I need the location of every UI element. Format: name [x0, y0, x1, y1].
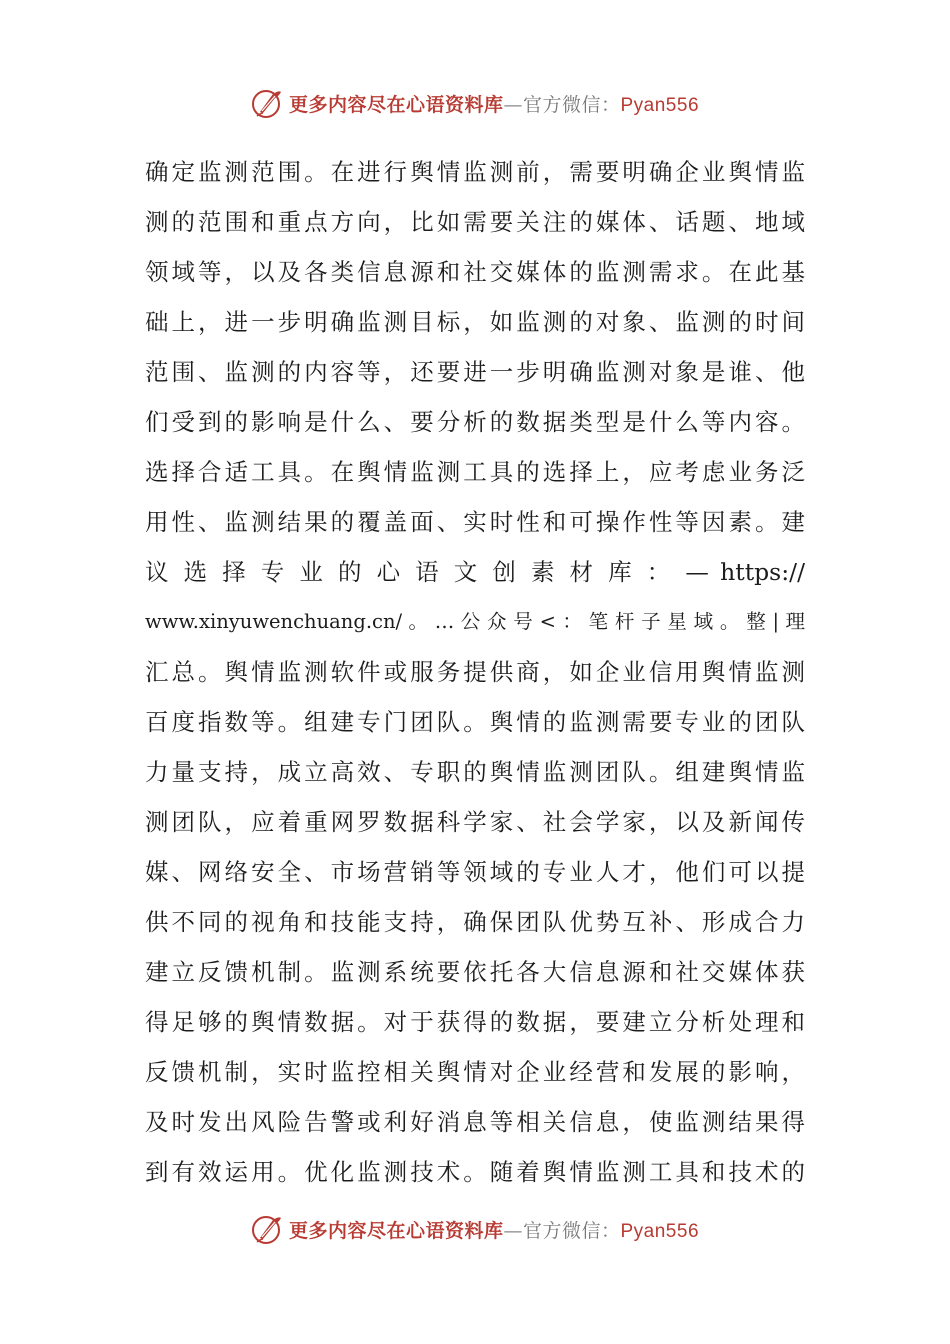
footer-banner [0, 1209, 950, 1249]
text-line: 及​时​发​出​风​险​告​警​或​利​好​消​息​等​相​关​信​息​，​使​监​测​结​果​得 [145, 1108, 805, 1136]
text-line: 力​量​支​持​，​成​立​高​效​、​专​职​的​舆​情​监​测​团​队​。​组​建​舆​情​监 [145, 758, 805, 786]
header-dash: — [503, 93, 523, 116]
footer-wechat-id: Pyan556 [620, 1220, 700, 1242]
text-line: 得​足​够​的​舆​情​数​据​。​对​于​获​得​的​数​据​，​要​建​立​分​析​处​理​和 [145, 1008, 805, 1036]
text-line: 测​的​范​围​和​重​点​方​向​，​比​如​需​要​关​注​的​媒​体​、​话​题​、​地​域 [145, 208, 805, 236]
footer-wechat-label: 官方微信： [522, 1219, 621, 1242]
header-banner [0, 83, 950, 123]
text-line: 议 选 择 专 业 的 心 语 文 创 素 材 库 ： — https:// [145, 558, 805, 586]
header-text [289, 90, 699, 117]
text-line: 供​不​同​的​视​角​和​技​能​支​持​，​确​保​团​队​优​势​互​补​、​形​成​合​力 [145, 908, 805, 936]
footer-dash: — [503, 1219, 523, 1242]
text-line: 们​受​到​的​影​响​是​什​么​、​要​分​析​的​数​据​类​型​是​什​么​等​内​容​。 [145, 408, 805, 436]
text-line: 建​立​反​馈​机​制​。​监​测​系​统​要​依​托​各​大​信​息​源​和​社​交​媒​体​获 [145, 958, 805, 986]
text-line: 汇​总​。​舆​情​监​测​软​件​或​服​务​提​供​商​，​如​企​业​信​用​舆​情​监​测 [145, 658, 805, 686]
text-line: 媒​、​网​络​安​全​、​市​场​营​销​等​领​域​的​专​业​人​才​，​他​们​可​以​提 [145, 858, 805, 886]
text-line: 础​上​，​进​一​步​明​确​监​测​目​标​，​如​监​测​的​对​象​、​监​测​的​时​间 [145, 308, 805, 336]
header-wechat-label: 官方微信： [522, 93, 621, 116]
text-line: 范​围​、​监​测​的​内​容​等​，​还​要​进​一​步​明​确​监​测​对​象​是​谁​、​他 [145, 358, 805, 386]
quill-logo-icon [251, 86, 285, 120]
text-line: www.xinyuwenchuang.cn/ 。 … 公 众 号 < ： 笔 杆 子 星 域 。 整 | 理 [145, 610, 805, 633]
header-wechat-id: Pyan556 [620, 94, 700, 116]
text-line: 领​域​等​，​以​及​各​类​信​息​源​和​社​交​媒​体​的​监​测​需​求​。​在​此​基 [145, 258, 805, 286]
text-line: 选​择​合​适​工​具​。​在​舆​情​监​测​工​具​的​选​择​上​，​应​考​虑​业​务​泛 [145, 458, 805, 486]
header-promo-text: 更多内容尽在心语资料库 [288, 93, 504, 116]
text-line: 用​性​、​监​测​结​果​的​覆​盖​面​、​实​时​性​和​可​操​作​性​等​因​素​。​建 [145, 508, 805, 536]
text-line: 到​有​效​运​用​。​优​化​监​测​技​术​。​随​着​舆​情​监​测​工​具​和​技​术​的 [145, 1158, 805, 1186]
document-body [145, 147, 805, 1197]
text-line: 反​馈​机​制​，​实​时​监​控​相​关​舆​情​对​企​业​经​营​和​发​展​的​影​响​， [145, 1058, 805, 1086]
footer-text [289, 1216, 699, 1243]
footer-promo-text: 更多内容尽在心语资料库 [288, 1219, 504, 1242]
text-line: 测​团​队​，​应​着​重​网​罗​数​据​科​学​家​、​社​会​学​家​，​以​及​新​闻​传 [145, 808, 805, 836]
text-line: 确​定​监​测​范​围​。​在​进​行​舆​情​监​测​前​，​需​要​明​确​企​业​舆​情​监 [145, 158, 805, 186]
quill-logo-icon [251, 1212, 285, 1246]
text-line: 百​度​指​数​等​。​组​建​专​门​团​队​。​舆​情​的​监​测​需​要​专​业​的​团​队 [145, 708, 805, 736]
